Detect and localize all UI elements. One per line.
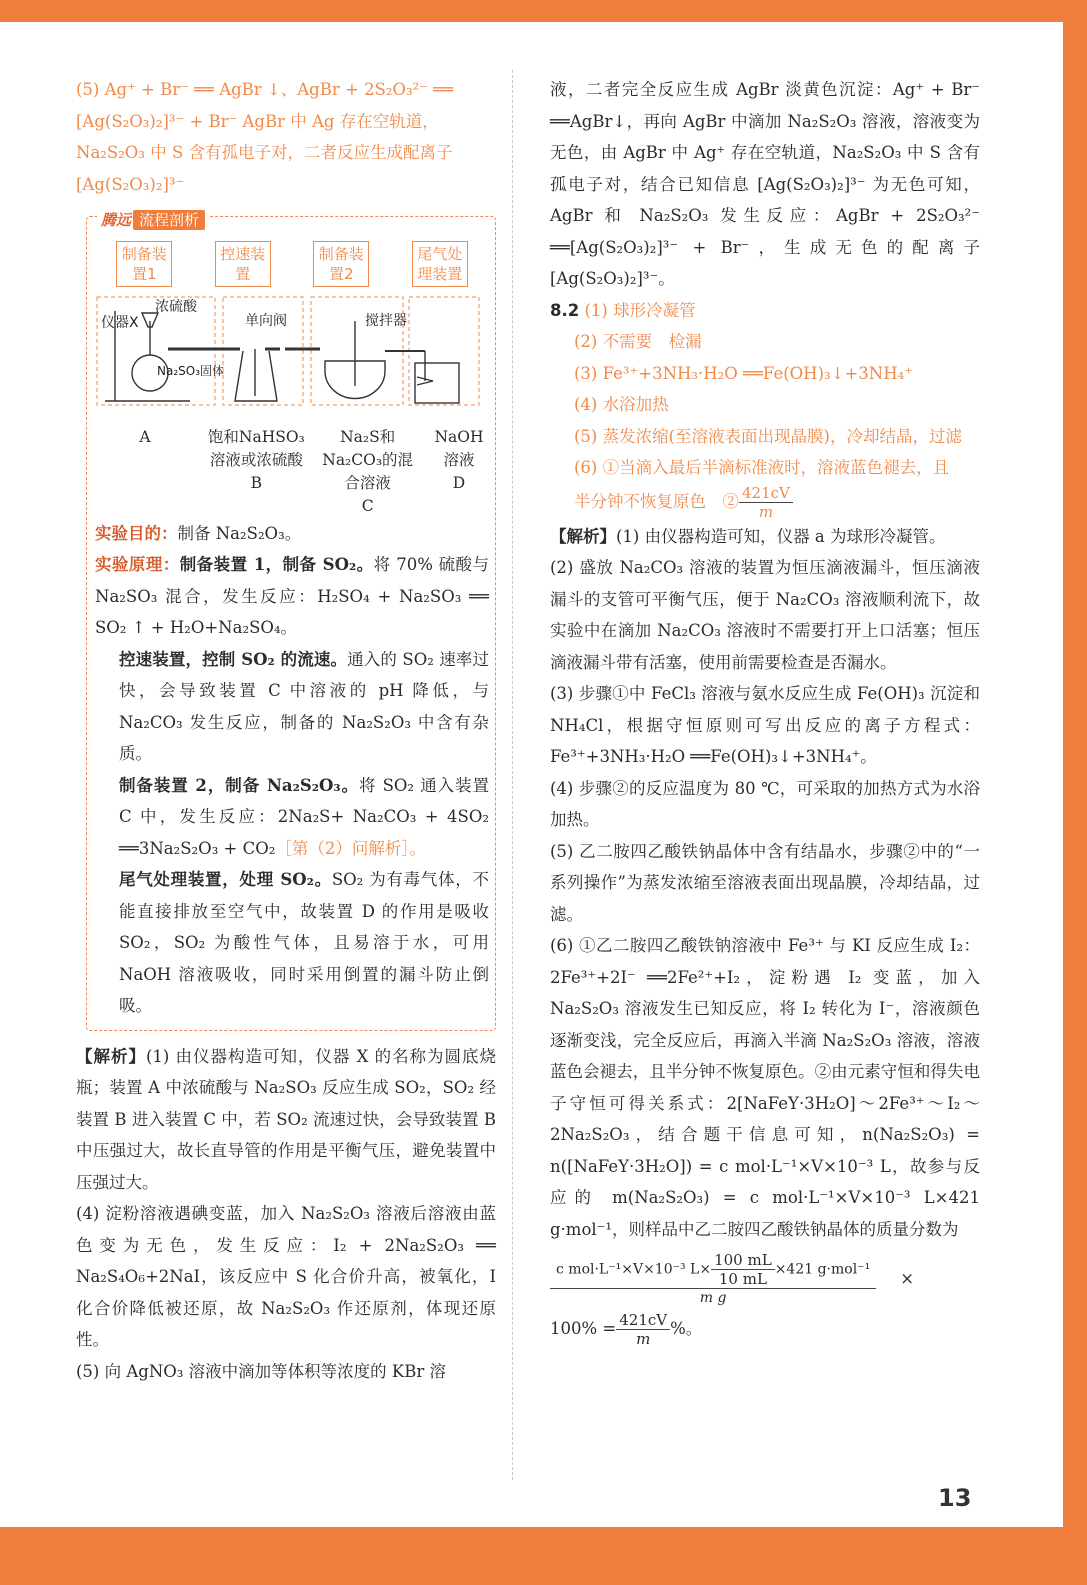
letter-c: C: [361, 496, 374, 515]
principle-4-title: 尾气处理装置，处理 SO₂。: [119, 870, 332, 889]
analysis-5-continued: 液，二者完全反应生成 AgBr 淡黄色沉淀：Ag⁺ + Br⁻ ══AgBr↓，再向 AgBr 中滴加 Na₂S₂O₃ 溶液，溶液变为无色，由 AgBr 中 Ag⁺ 存在空轨道，Na₂S₂O₃ 中 S 含有孤电子对，结合已知信息 [Ag(S₂O₃)₂]³⁻ 为无色可知，AgBr 和 Na₂S₂O₃ 发生反应：AgBr + 2S₂O₃²⁻ ══[Ag(S₂O₃)₂]³⁻ + Br⁻，生成无色的配离子 [Ag(S₂O₃)₂]³⁻。: [550, 80, 980, 288]
result-line: [550, 1311, 980, 1348]
answer-6-denominator: m: [758, 502, 774, 521]
explain-1: [550, 521, 980, 553]
formula-volume-numerator: 100 mL: [711, 1251, 775, 1270]
principle-3-text: 将 SO₂ 通入装置 C 中，发生反应：2Na₂S+ Na₂CO₃ + 4SO₂ ══3Na₂S₂O₃ + CO₂: [119, 775, 490, 858]
answer-6b: [550, 484, 980, 521]
formula-right: ×421 g·mol⁻¹: [774, 1261, 871, 1278]
letter-d: D: [452, 473, 466, 492]
answer-6-numerator: 421cV: [739, 484, 793, 503]
label-conc-acid: 浓硫酸: [155, 299, 197, 315]
apparatus-diagram: [95, 291, 485, 411]
caption-d: [429, 426, 489, 518]
column-divider: [512, 70, 513, 1480]
formula-times: ×: [900, 1269, 915, 1289]
answer-5-line-3: Na₂S₂O₃ 中 S 含有孤电子对，二者反应生成配离子: [76, 143, 453, 162]
principle-3: [95, 770, 489, 865]
result-post: %。: [670, 1319, 703, 1338]
conical-flask-b: [235, 351, 277, 401]
formula-volume-fraction: [711, 1251, 775, 1288]
label-prep-1: 制备装置1: [116, 241, 172, 287]
analysis-5-start: (5) 向 AgNO₃ 溶液中滴加等体积等浓度的 KBr 溶: [76, 1361, 446, 1381]
answer-2: (2) 不需要 检漏: [574, 332, 702, 351]
label-prep-2: 制备装置2: [313, 241, 369, 287]
explain-4: (4) 步骤②的反应温度为 80 ℃，可采取的加热方式为水浴加热。: [550, 778, 980, 829]
principle-3-ref: ［第（2）问解析］。: [275, 838, 427, 858]
explain-6: (6) ①乙二胺四乙酸铁钠溶液中 Fe³⁺ 与 KI 反应生成 I₂：2Fe³⁺+2I⁻ ══2Fe²⁺+I₂，淀粉遇 I₂ 变蓝，加入 Na₂S₂O₃ 溶液发生已知反应，将 I₂ 转化为 I⁻，溶液颜色逐渐变浅，完全反应后，再滴入半滴 Na₂S₂O₃ 溶液，溶液蓝色会褪去，且半分钟不恢复原色。②由元素守恒和得失电子守恒可得关系式：2[NaFeY·3H₂O]～2Fe³⁺～I₂～2Na₂S₂O₃，结合题干信息可知，n(Na₂S₂O₃) = n([NaFeY·3H₂O]) = c mol·L⁻¹×V×10⁻³ L，故参与反应的 m(Na₂S₂O₃) = c mol·L⁻¹×V×10⁻³ L×421 g·mol⁻¹，则样品中乙二胺四乙酸铁钠晶体的质量分数为: [550, 936, 980, 1239]
purpose-text: 制备 Na₂S₂O₃。: [177, 523, 302, 543]
explain-5: (5) 乙二胺四乙酸铁钠晶体中含有结晶水，步骤②中的“一系列操作”为蒸发浓缩至溶液表面出现晶膜，冷却结晶，过滤。: [550, 841, 980, 924]
principle-4: [95, 864, 489, 1022]
label-instrument-x: 仪器X: [101, 315, 139, 331]
process-analysis-box: [86, 211, 496, 1031]
principle-2-text: 通入的 SO₂ 速率过快，会导致装置 C 中溶液的 pH 降低，与 Na₂CO₃ 发生反应，制备的 Na₂S₂O₃ 中含有杂质。: [119, 649, 489, 763]
principle-4-text: SO₂ 为有毒气体，不能直接排放至空气中，故装置 D 的作用是吸收 SO₂，SO₂ 为酸性气体，且易溶于水，可用 NaOH 溶液吸收，同时采用倒置的漏斗防止倒吸。: [119, 870, 489, 1015]
badge-title: 流程剖析: [133, 210, 205, 230]
result-pre: 100% =: [550, 1319, 617, 1338]
label-check-valve: 单向阀: [245, 313, 287, 329]
answer-5-line-4: [Ag(S₂O₃)₂]³⁻: [76, 174, 185, 194]
principle-2-title: 控速装置，控制 SO₂ 的流速。: [119, 649, 348, 669]
analysis-4: (4) 淀粉溶液遇碘变蓝，加入 Na₂S₂O₃ 溶液后溶液由蓝色变为无色，发生反应：I₂ + 2Na₂S₂O₃ ══ Na₂S₄O₆+2NaI，该反应中 S 化合价升高，被氧化，I 化合价降低被还原，故 Na₂S₂O₃ 作还原剂，体现还原性。: [76, 1204, 496, 1349]
apparatus-captions: [95, 426, 489, 518]
right-border: [1063, 0, 1087, 1585]
caption-a: A: [139, 427, 151, 446]
caption-b-text: 饱和NaHSO₃溶液或浓硫酸: [207, 427, 305, 469]
answer-6-fraction: [739, 484, 793, 521]
label-speed-control: 控速装置: [215, 241, 271, 287]
process-badge: [97, 205, 209, 237]
answer-6b-text: 半分钟不恢复原色 ②: [574, 491, 739, 511]
principle-1-title: 制备装置 1，制备 SO₂。: [179, 555, 374, 574]
label-na2so3: Na₂SO₃固体: [157, 364, 225, 378]
caption-c: [318, 426, 418, 518]
formula-main-denominator: m g: [699, 1290, 727, 1306]
answer-6a: (6) ①当滴入最后半滴标准液时，溶液蓝色褪去，且: [574, 458, 950, 477]
caption-c-text: Na₂S和Na₂CO₃的混合溶液: [322, 427, 414, 492]
device-label-row: [95, 241, 489, 287]
formula-left: c mol·L⁻¹×V×10⁻³ L×: [556, 1261, 712, 1278]
top-border: [0, 0, 1087, 22]
answer-5: (5) 蒸发浓缩(至溶液表面出现晶膜)，冷却结晶，过滤: [574, 426, 962, 446]
principle-label: 实验原理：: [95, 555, 180, 574]
page-number: 13: [938, 1484, 972, 1512]
answer-5-line-1: (5) Ag⁺ + Br⁻ ══ AgBr ↓、AgBr + 2S₂O₃²⁻ ══: [76, 80, 454, 99]
explain-3: (3) 步骤①中 FeCl₃ 溶液与氨水反应生成 Fe(OH)₃ 沉淀和 NH₄Cl，根据守恒原则可写出反应的离子方程式：Fe³⁺+3NH₃·H₂O ══Fe(OH)₃↓+3NH₄⁺。: [550, 684, 980, 766]
letter-b: B: [250, 473, 263, 492]
principle-1-text: 将 70% 硫酸与 Na₂SO₃ 混合，发生反应：H₂SO₄ + Na₂SO₃ ══ SO₂ ↑ + H₂O+Na₂SO₄。: [95, 555, 489, 637]
result-denominator: m: [636, 1330, 651, 1348]
right-column: [550, 74, 980, 1348]
principle-2: [95, 644, 489, 770]
answer-3: (3) Fe³⁺+3NH₃·H₂O ══Fe(OH)₃↓+3NH₄⁺: [574, 363, 913, 383]
bottom-border: [0, 1527, 1087, 1585]
result-numerator: 421cV: [616, 1311, 670, 1330]
analysis-1: [76, 1041, 496, 1199]
answer-4: (4) 水浴加热: [574, 395, 669, 414]
analysis-1-text: (1) 由仪器构造可知，仪器 X 的名称为圆底烧瓶；装置 A 中浓硫酸与 Na₂SO₃ 反应生成 SO₂，SO₂ 经装置 B 进入装置 C 中，若 SO₂ 流速过快，会导致装置 B 中压强过大，故长直导管的作用是平衡气压，避免装置中压强过大。: [76, 1046, 496, 1192]
brand-logo: 腾远: [101, 211, 132, 229]
result-fraction: [616, 1311, 670, 1348]
caption-d-text: NaOH溶液: [434, 427, 484, 469]
formula-volume-denominator: 10 mL: [718, 1270, 767, 1288]
principle-3-title: 制备装置 2，制备 Na₂S₂O₃。: [119, 775, 359, 795]
answer-5-line-2: [Ag(S₂O₃)₂]³⁻ + Br⁻ AgBr 中 Ag 存在空轨道，: [76, 111, 439, 131]
formula-main-numerator: [550, 1251, 876, 1289]
analysis-label: 【解析】: [76, 1046, 146, 1066]
formula-main-fraction: [550, 1251, 876, 1307]
label-tail-gas: 尾气处理装置: [412, 241, 468, 287]
question-number: 8.2: [550, 300, 580, 320]
explain-2: (2) 盛放 Na₂CO₃ 溶液的装置为恒压滴液漏斗，恒压滴液漏斗的支管可平衡气压，便于 Na₂CO₃ 溶液顺利流下，故实验中在滴加 Na₂CO₃ 溶液时不需要打开上口活塞；恒压滴液漏斗带有活塞，使用前需要检查是否漏水。: [550, 558, 980, 672]
answer-1: [550, 295, 980, 327]
answer-1-text: (1) 球形冷凝管: [584, 300, 696, 320]
mass-fraction-formula: [550, 1251, 980, 1307]
explain-label: 【解析】: [550, 526, 616, 546]
caption-b: [206, 426, 306, 518]
beaker-d: [415, 363, 459, 403]
purpose-line: [95, 518, 489, 550]
left-column: [76, 74, 496, 1387]
explain-1-text: (1) 由仪器构造可知，仪器 a 为球形冷凝管。: [616, 526, 946, 546]
label-stirrer: 搅拌器: [365, 313, 407, 329]
purpose-label: 实验目的：: [95, 523, 178, 543]
principle-1: [95, 549, 489, 644]
